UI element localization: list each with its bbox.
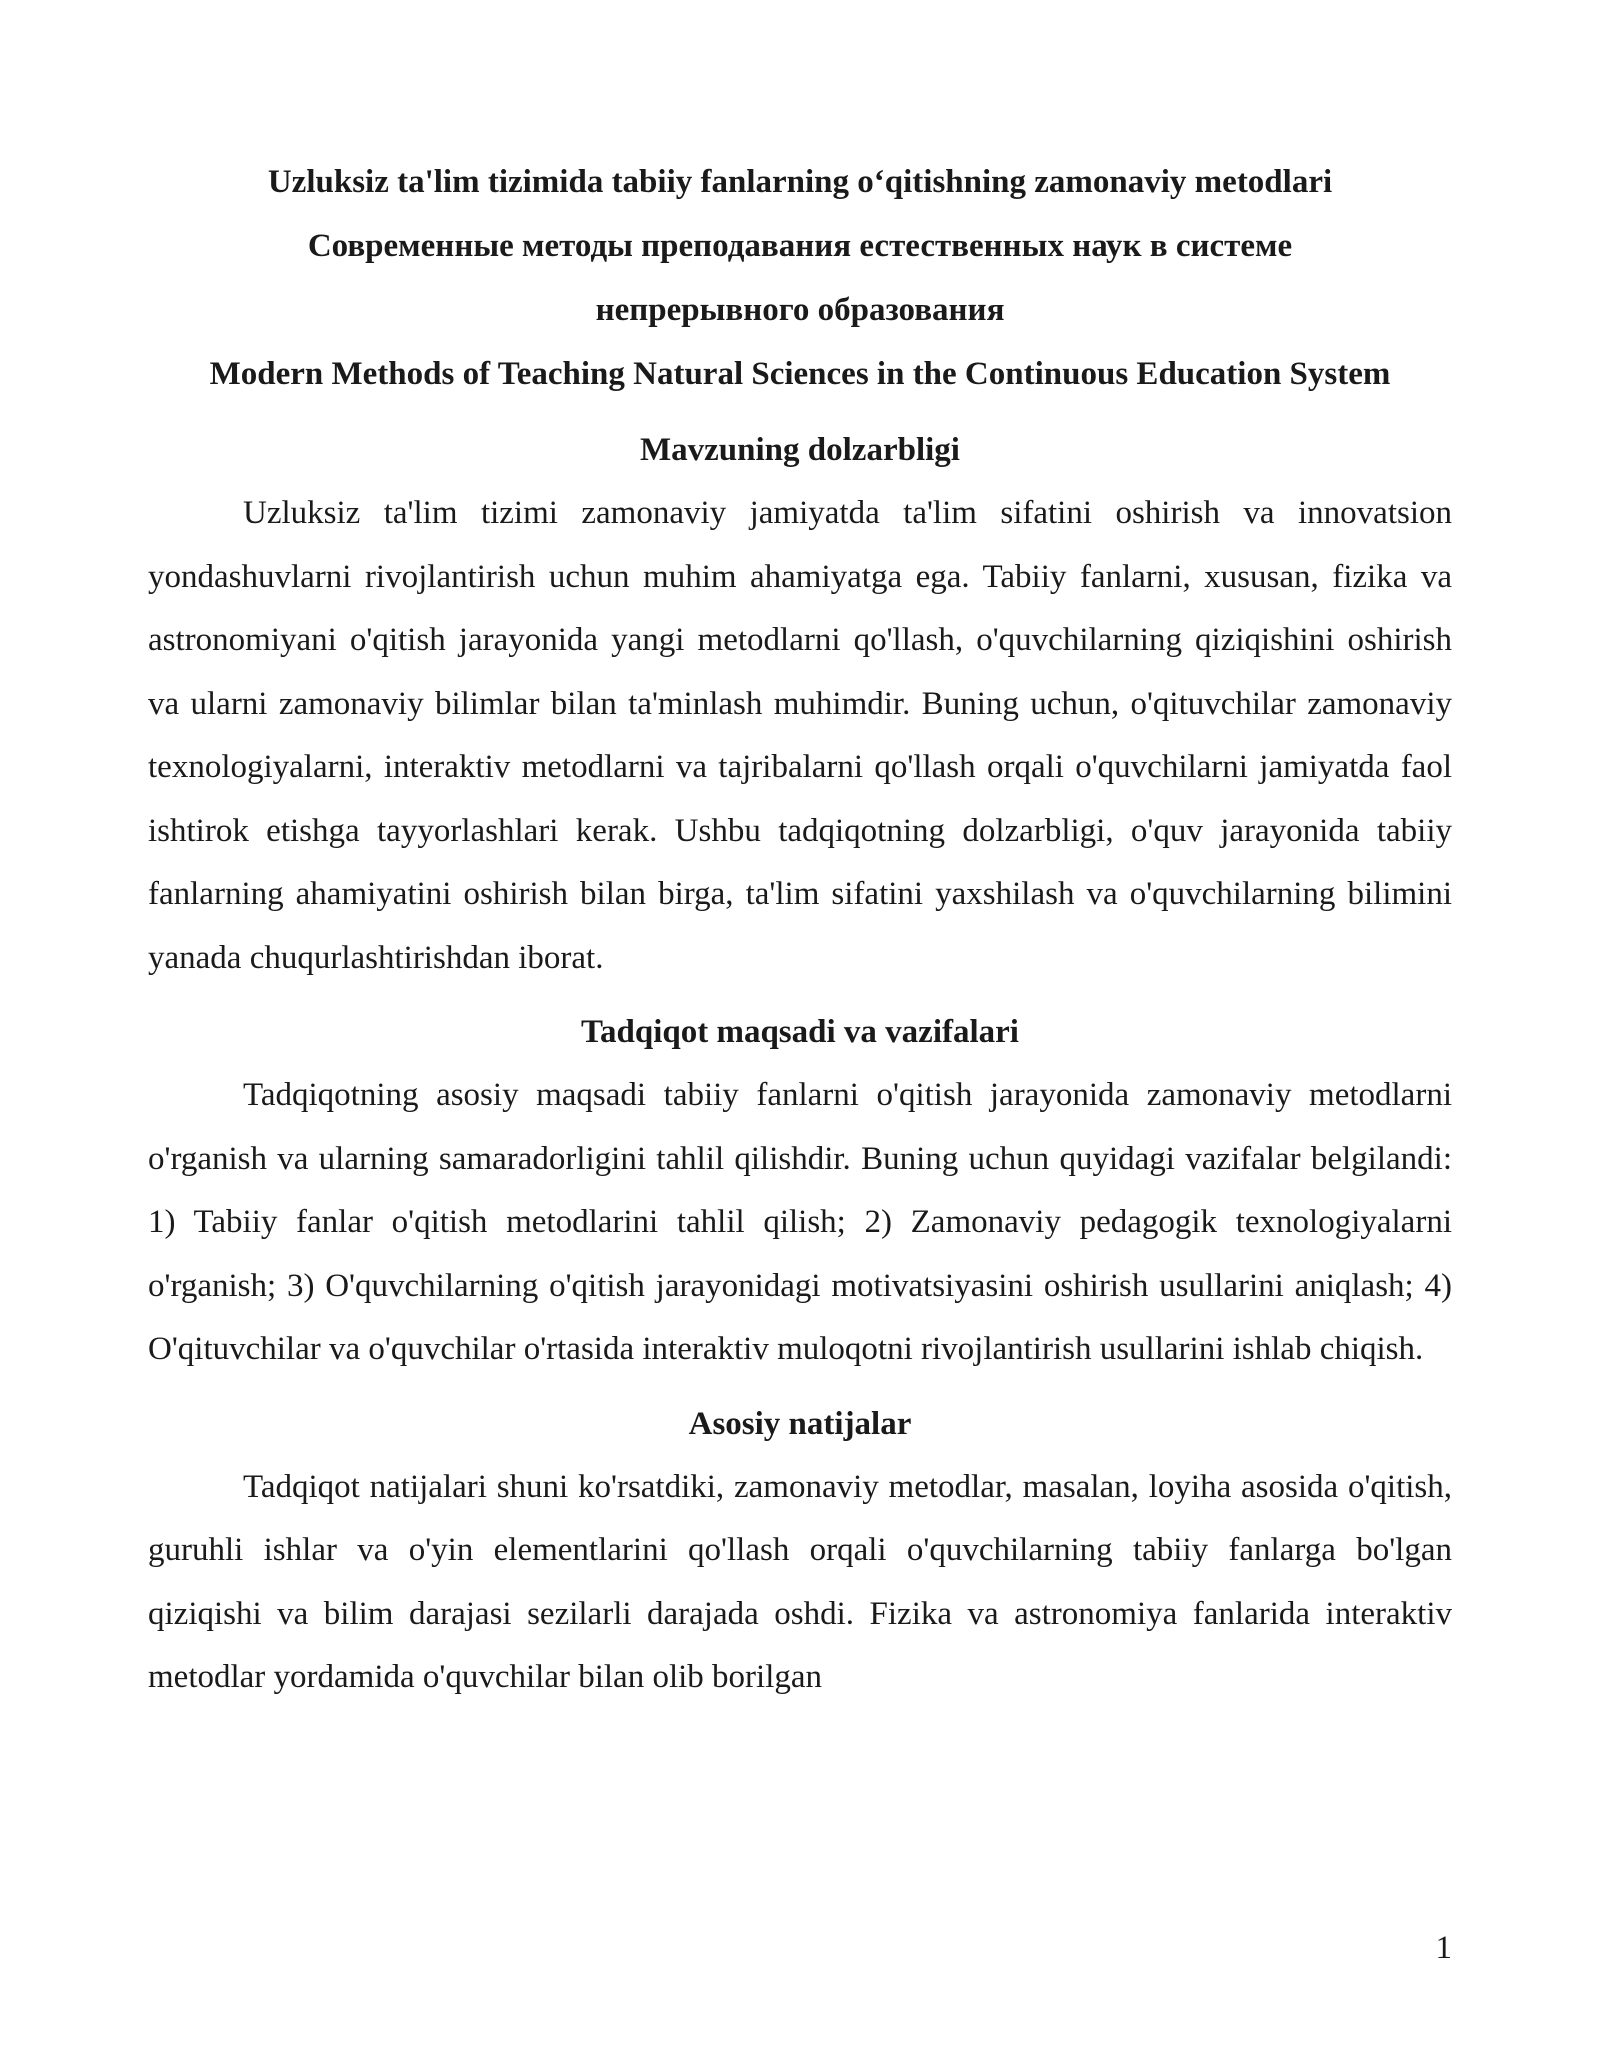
section-paragraph-relevance: Uzluksiz ta'lim tizimi zamonaviy jamiyatda ta'lim sifatini oshirish va innovatsion yondashuvlarni rivojlantirish uchun muhim ahamiyatga ega. Tabiiy fanlarni, xususan, fizika va astronomiyani o'qitish jarayonida yangi metodlarni qo'llash, o'quvchilarning qiziqishini oshirish va ularni zamonaviy bilimlar bilan ta'minlash muhimdir. Buning uchun, o'qituvchilar zamonaviy texnologiyalarni, interaktiv metodlarni va tajribalarni qo'llash orqali o'quvchilarni jamiyatda faol ishtirok etishga tayyorlashlari kerak. Ushbu tadqiqotning dolzarbligi, o'quv jarayonida tabiiy fanlarning ahamiyatini oshirish bilan birga, ta'lim sifatini yaxshilash va o'quvchilarning bilimini yanada chuqurlashtirishdan iborat. [148,495,1452,976]
section-heading-relevance: Mavzuning dolzarbligi [640,432,960,468]
document-page [148,150,1452,1720]
section-paragraph-results: Tadqiqot natijalari shuni ko'rsatdiki, zamonaviy metodlar, masalan, loyiha asosida o'qitish, guruhli ishlar va o'yin elementlarini qo'llash orqali o'quvchilarning tabiiy fanlarga bo'lgan qiziqishi va bilim darajasi sezilarli darajada oshdi. Fizika va astronomiya fanlarida interaktiv metodlar yordamida o'quvchilar bilan olib borilgan [148,1468,1452,1695]
section-heading-results: Asosiy natijalar [688,1405,912,1442]
page-number: 1 [1435,1930,1452,1966]
section-paragraph-goals: Tadqiqotning asosiy maqsadi tabiiy fanlarni o'qitish jarayonida zamonaviy metodlarni o'rganish va ularning samaradorligini tahlil qilishdir. Buning uchun quyidagi vazifalar belgilandi: 1) Tabiiy fanlar o'qitish metodlarini tahlil qilish; 2) Zamonaviy pedagogik texnologiyalarni o'rganish; 3) O'quvchilarning o'qitish jarayonidagi motivatsiyasini oshirish usullarini aniqlash; 4) O'qituvchilar va o'quvchilar o'rtasida interaktiv muloqotni rivojlantirish usullarini ishlab chiqish. [148,1077,1452,1367]
title-russian: Современные методы преподавания естественных наук в системе непрерывного образования [307,228,1293,328]
title-english: Modern Methods of Teaching Natural Sciences in the Continuous Education System [209,356,1391,392]
title-uzbek: Uzluksiz ta'lim tizimida tabiiy fanlarning o‘qitishning zamonaviy metodlari [267,164,1333,200]
section-heading-goals: Tadqiqot maqsadi va vazifalari [581,1014,1019,1050]
